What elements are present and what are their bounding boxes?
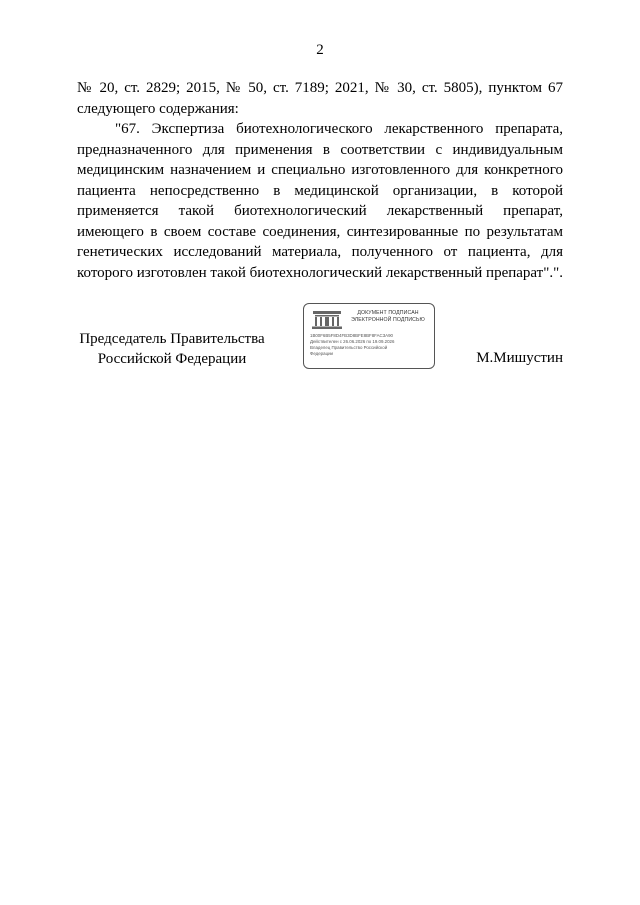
stamp-validity: Действителен с 26.06.2026 по 19.09.2026	[310, 339, 395, 344]
signature-block	[77, 310, 563, 377]
signatory-title-line1: Председатель Правительства	[79, 331, 265, 347]
signatory-title	[77, 329, 267, 369]
stamp-details	[310, 333, 432, 357]
government-building-icon	[310, 310, 344, 330]
signatory-name: М.Мишустин	[476, 350, 563, 366]
stamp-heading-line2: ЭЛЕКТРОННОЙ ПОДПИСЬЮ	[351, 317, 425, 323]
electronic-signature-stamp	[303, 303, 435, 369]
document-body	[77, 78, 563, 283]
stamp-certificate: 1B00F6B5F8D4FB3D8BFE8BF8FAC3A90	[310, 333, 393, 338]
stamp-owner-line1: Владелец Правительство Российской	[310, 345, 388, 350]
stamp-heading-line1: ДОКУМЕНТ ПОДПИСАН	[357, 310, 419, 316]
stamp-owner-line2: Федерации	[310, 351, 333, 356]
stamp-heading	[344, 310, 432, 324]
page-number: 2	[316, 42, 324, 58]
signatory-title-line2: Российской Федерации	[97, 351, 247, 367]
paragraph-continuation: № 20, ст. 2829; 2015, № 50, ст. 7189; 2021, № 30, ст. 5805), пунктом 67 следующего содержания:	[77, 80, 563, 117]
paragraph-item-67: "67. Экспертиза биотехнологического лекарственного препарата, предназначенного для применения в соответствии с индивидуальным медицинским назначением и специально изготовленного для конкретного пациента непосредственно в медицинской организации, в которой применяется такой биотехнологический лекарственный препарат, имеющего в своем составе соединения, синтезированные по результатам генетических исследований материала, полученного от пациента, для которого изготовлен такой биотехнологический лекарственный препарат".".	[77, 121, 563, 281]
